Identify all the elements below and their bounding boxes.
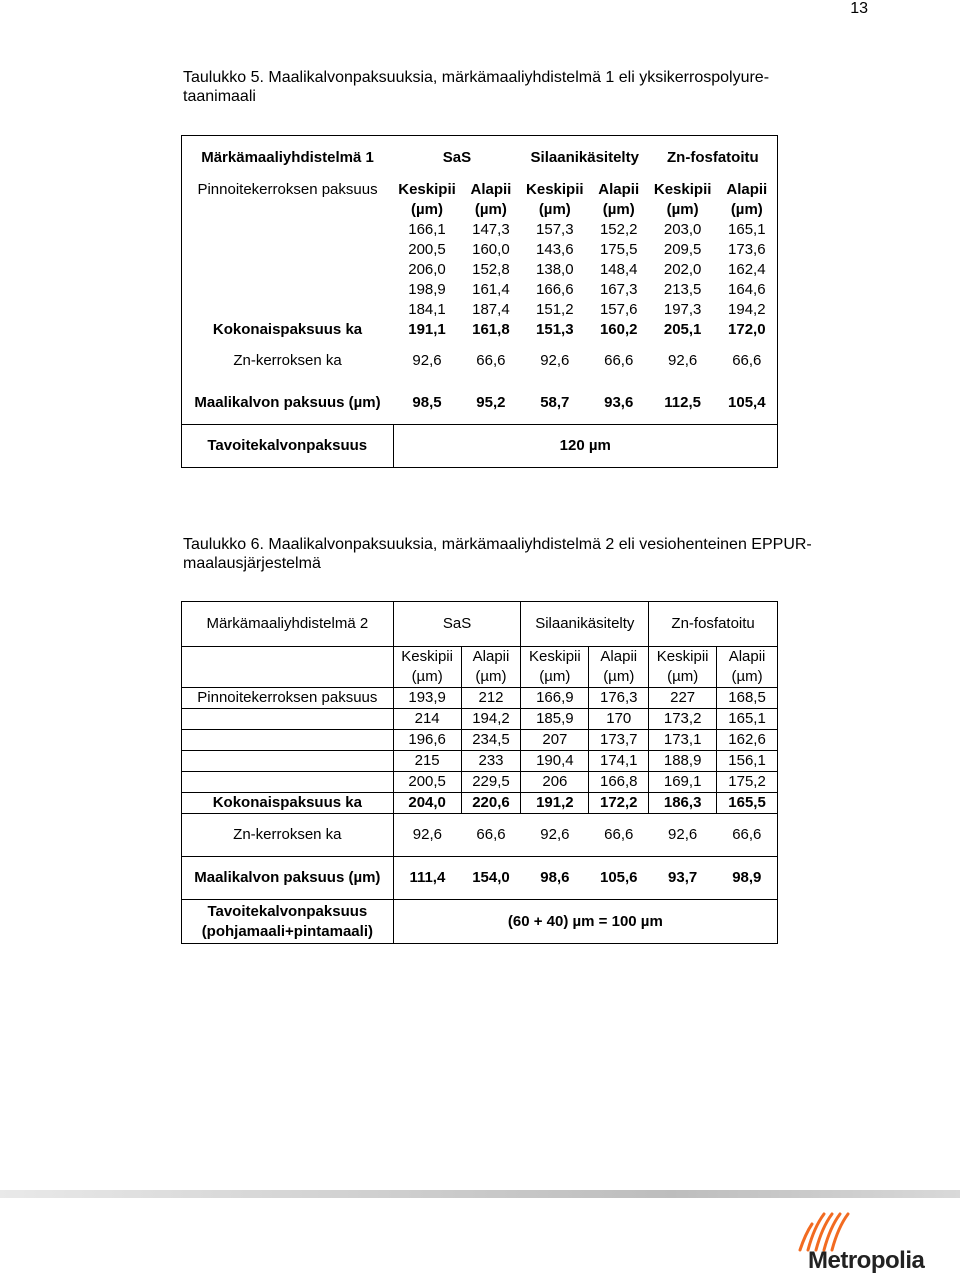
table-cell: 164,6 — [717, 280, 778, 300]
table-row — [182, 280, 778, 300]
table6-header-znphos: Zn-fosfatoitu — [649, 602, 778, 647]
table5-target-value: 120 µm — [393, 425, 777, 468]
table-row — [182, 220, 778, 240]
table5-caption-line1: Taulukko 5. Maalikalvonpaksuuksia, märkämaaliyhdistelmä 1 eli yksikerrospolyure- — [183, 69, 770, 86]
table-cell: 162,6 — [717, 730, 778, 751]
table5-target-row — [182, 425, 778, 468]
table-cell: 170 — [589, 709, 649, 730]
table6-paint-row — [182, 857, 778, 900]
table-cell: 66,6 — [717, 340, 778, 382]
table-cell: 98,5 — [393, 382, 461, 425]
table-cell: 200,5 — [393, 772, 461, 793]
table6-col-header: Keskipii (µm) — [649, 647, 717, 688]
table-cell: 196,6 — [393, 730, 461, 751]
table-cell: 98,6 — [521, 857, 589, 900]
table6-caption-line2: maalausjärjestelmä — [183, 555, 321, 572]
table6-row-label: Pinnoitekerroksen paksuus — [182, 688, 394, 709]
table6-col-header: Alapii (µm) — [589, 647, 649, 688]
table-cell: 151,2 — [536, 301, 574, 318]
table5-target-label: Tavoitekalvonpaksuus — [182, 425, 394, 468]
table-cell: 66,6 — [589, 814, 649, 857]
table-cell: 173,6 — [717, 240, 778, 260]
table-cell: 175,2 — [717, 772, 778, 793]
table-cell: 193,9 — [393, 688, 461, 709]
table6-target-row — [182, 900, 778, 944]
table-cell: 191,2 — [521, 793, 589, 814]
table5-header-sas: SaS — [393, 136, 521, 181]
table6-header-sas: SaS — [393, 602, 521, 647]
table-cell: 213,5 — [663, 281, 702, 298]
table-cell: 203,0 — [663, 221, 702, 238]
table-cell: 233 — [461, 751, 521, 772]
table-cell: 66,6 — [604, 352, 634, 369]
page-number: 13 — [850, 0, 868, 17]
table-cell: 205,1 — [663, 321, 702, 338]
table-cell: 143,6 — [536, 241, 574, 258]
table-cell: 105,6 — [589, 857, 649, 900]
table6-total-label: Kokonaispaksuus ka — [182, 793, 394, 814]
table5-row-label: Pinnoitekerroksen paksuus — [182, 180, 394, 220]
table-row — [182, 260, 778, 280]
table-cell: 200,5 — [408, 241, 446, 258]
table-row — [182, 751, 778, 772]
footer-divider — [0, 1190, 960, 1198]
table5-subheader-row — [182, 180, 778, 220]
table-cell: 92,6 — [412, 352, 442, 369]
table5-paint-label: Maalikalvon paksuus (µm) — [182, 382, 394, 425]
table-cell: 184,1 — [408, 301, 446, 318]
table5-caption — [183, 68, 867, 106]
table-cell: 206,0 — [408, 261, 446, 278]
table6 — [181, 601, 778, 944]
table5-col-header: Keskipii (µm) — [653, 181, 712, 218]
table-cell: 173,2 — [649, 709, 717, 730]
table-cell: 186,3 — [649, 793, 717, 814]
table-cell: 161,8 — [472, 321, 510, 338]
table-cell: 98,9 — [717, 857, 778, 900]
table6-col-header: Alapii (µm) — [717, 647, 778, 688]
table-cell: 148,4 — [599, 261, 638, 278]
table-cell: 187,4 — [472, 301, 510, 318]
table-cell: 111,4 — [393, 857, 461, 900]
table-cell: 165,5 — [717, 793, 778, 814]
table-cell: 209,5 — [663, 241, 702, 258]
table6-total-row — [182, 793, 778, 814]
table-cell: 220,6 — [461, 793, 521, 814]
table-cell: 92,6 — [540, 352, 570, 369]
table6-target-label: Tavoitekalvonpaksuus (pohjamaali+pintamaali) — [182, 900, 394, 944]
table-cell: 66,6 — [476, 352, 506, 369]
table-cell: 160,2 — [599, 321, 638, 338]
table-cell: 166,9 — [521, 688, 589, 709]
table5-header-combo: Märkämaaliyhdistelmä 1 — [182, 136, 394, 181]
table-cell: 162,4 — [717, 260, 778, 280]
table-cell: 207 — [521, 730, 589, 751]
table-cell: 176,3 — [589, 688, 649, 709]
table5-paint-row — [182, 382, 778, 425]
table-row — [182, 240, 778, 260]
table-cell: 198,9 — [408, 281, 446, 298]
table-cell: 157,6 — [599, 301, 638, 318]
table-cell: 191,1 — [408, 321, 446, 338]
table-cell: 160,0 — [472, 241, 510, 258]
table-cell: 234,5 — [461, 730, 521, 751]
table5-caption-line2: taanimaali — [183, 88, 256, 105]
table-cell: 175,5 — [599, 241, 638, 258]
table-row — [182, 300, 778, 320]
table-cell: 152,8 — [472, 261, 510, 278]
table-cell: 58,7 — [521, 382, 589, 425]
table6-caption-line1: Taulukko 6. Maalikalvonpaksuuksia, märkämaaliyhdistelmä 2 eli vesiohenteinen EPPUR- — [183, 536, 812, 553]
table-row — [182, 709, 778, 730]
table-cell: 66,6 — [717, 814, 778, 857]
table-cell: 172,2 — [589, 793, 649, 814]
table-row — [182, 688, 778, 709]
table-cell: 212 — [461, 688, 521, 709]
table-cell: 165,1 — [717, 709, 778, 730]
table-cell: 168,5 — [717, 688, 778, 709]
table6-col-header: Keskipii (µm) — [521, 647, 589, 688]
table-cell: 173,1 — [649, 730, 717, 751]
table6-col-header: Keskipii (µm) — [393, 647, 461, 688]
table5-header-znphos: Zn-fosfatoitu — [649, 136, 778, 181]
table-cell: 92,6 — [649, 814, 717, 857]
table-cell: 156,1 — [717, 751, 778, 772]
table6-col-header: Alapii (µm) — [461, 647, 521, 688]
table6-subheader-row — [182, 647, 778, 688]
table6-header-combo: Märkämaaliyhdistelmä 2 — [182, 602, 394, 647]
table5-header-silane: Silaanikäsitelty — [521, 136, 649, 181]
table-cell: 166,8 — [589, 772, 649, 793]
table-cell: 138,0 — [536, 261, 574, 278]
table-cell: 215 — [393, 751, 461, 772]
table6-header-silane: Silaanikäsitelty — [521, 602, 649, 647]
table-cell: 214 — [393, 709, 461, 730]
table-cell: 166,6 — [536, 281, 574, 298]
table-cell: 185,9 — [521, 709, 589, 730]
table6-paint-label: Maalikalvon paksuus (µm) — [182, 857, 394, 900]
metropolia-logo-text: Metropolia — [808, 1247, 925, 1274]
table-cell: 147,3 — [472, 221, 510, 238]
table-cell: 202,0 — [663, 261, 702, 278]
table5-header-row — [182, 136, 778, 181]
table5-col-header: Alapii (µm) — [717, 180, 778, 220]
table-cell: 151,3 — [536, 321, 574, 338]
table-cell: 206 — [521, 772, 589, 793]
table6-target-value: (60 + 40) µm = 100 µm — [393, 900, 777, 944]
table-cell: 197,3 — [663, 301, 702, 318]
table-cell: 92,6 — [668, 352, 698, 369]
table-cell: 93,7 — [649, 857, 717, 900]
table-cell: 157,3 — [536, 221, 574, 238]
table-cell: 173,7 — [589, 730, 649, 751]
table-cell: 66,6 — [461, 814, 521, 857]
table-row — [182, 730, 778, 751]
table5-total-label: Kokonaispaksuus ka — [182, 320, 394, 340]
table-cell: 190,4 — [521, 751, 589, 772]
table-cell: 92,6 — [521, 814, 589, 857]
table6-header-row — [182, 602, 778, 647]
table-cell: 229,5 — [461, 772, 521, 793]
table5-zn-row — [182, 340, 778, 382]
table-cell: 204,0 — [393, 793, 461, 814]
table-cell: 112,5 — [649, 382, 717, 425]
table6-zn-label: Zn-kerroksen ka — [182, 814, 394, 857]
table-cell: 165,1 — [717, 220, 778, 240]
table5-col-header: Alapii (µm) — [470, 181, 512, 218]
table5-col-header: Alapii (µm) — [598, 181, 640, 218]
table5 — [181, 135, 778, 468]
table-cell: 174,1 — [589, 751, 649, 772]
table-cell: 167,3 — [599, 281, 638, 298]
table-cell: 105,4 — [717, 382, 778, 425]
table-cell: 161,4 — [472, 281, 510, 298]
table-cell: 152,2 — [599, 221, 638, 238]
table5-zn-label: Zn-kerroksen ka — [182, 340, 394, 382]
table-cell: 227 — [649, 688, 717, 709]
table-cell: 188,9 — [649, 751, 717, 772]
table-cell: 93,6 — [589, 382, 649, 425]
table-cell: 166,1 — [408, 221, 446, 238]
table-cell: 194,2 — [461, 709, 521, 730]
table-cell: 92,6 — [393, 814, 461, 857]
table5-col-header: Keskipii (µm) — [526, 181, 584, 218]
table-cell: 194,2 — [717, 300, 778, 320]
table-cell: 169,1 — [649, 772, 717, 793]
table5-total-row — [182, 320, 778, 340]
table-row — [182, 772, 778, 793]
table-cell: 172,0 — [717, 320, 778, 340]
table6-zn-row — [182, 814, 778, 857]
table-cell: 95,2 — [461, 382, 521, 425]
table6-caption — [183, 535, 867, 573]
table-cell: 154,0 — [461, 857, 521, 900]
table5-col-header: Keskipii (µm) — [398, 181, 456, 218]
